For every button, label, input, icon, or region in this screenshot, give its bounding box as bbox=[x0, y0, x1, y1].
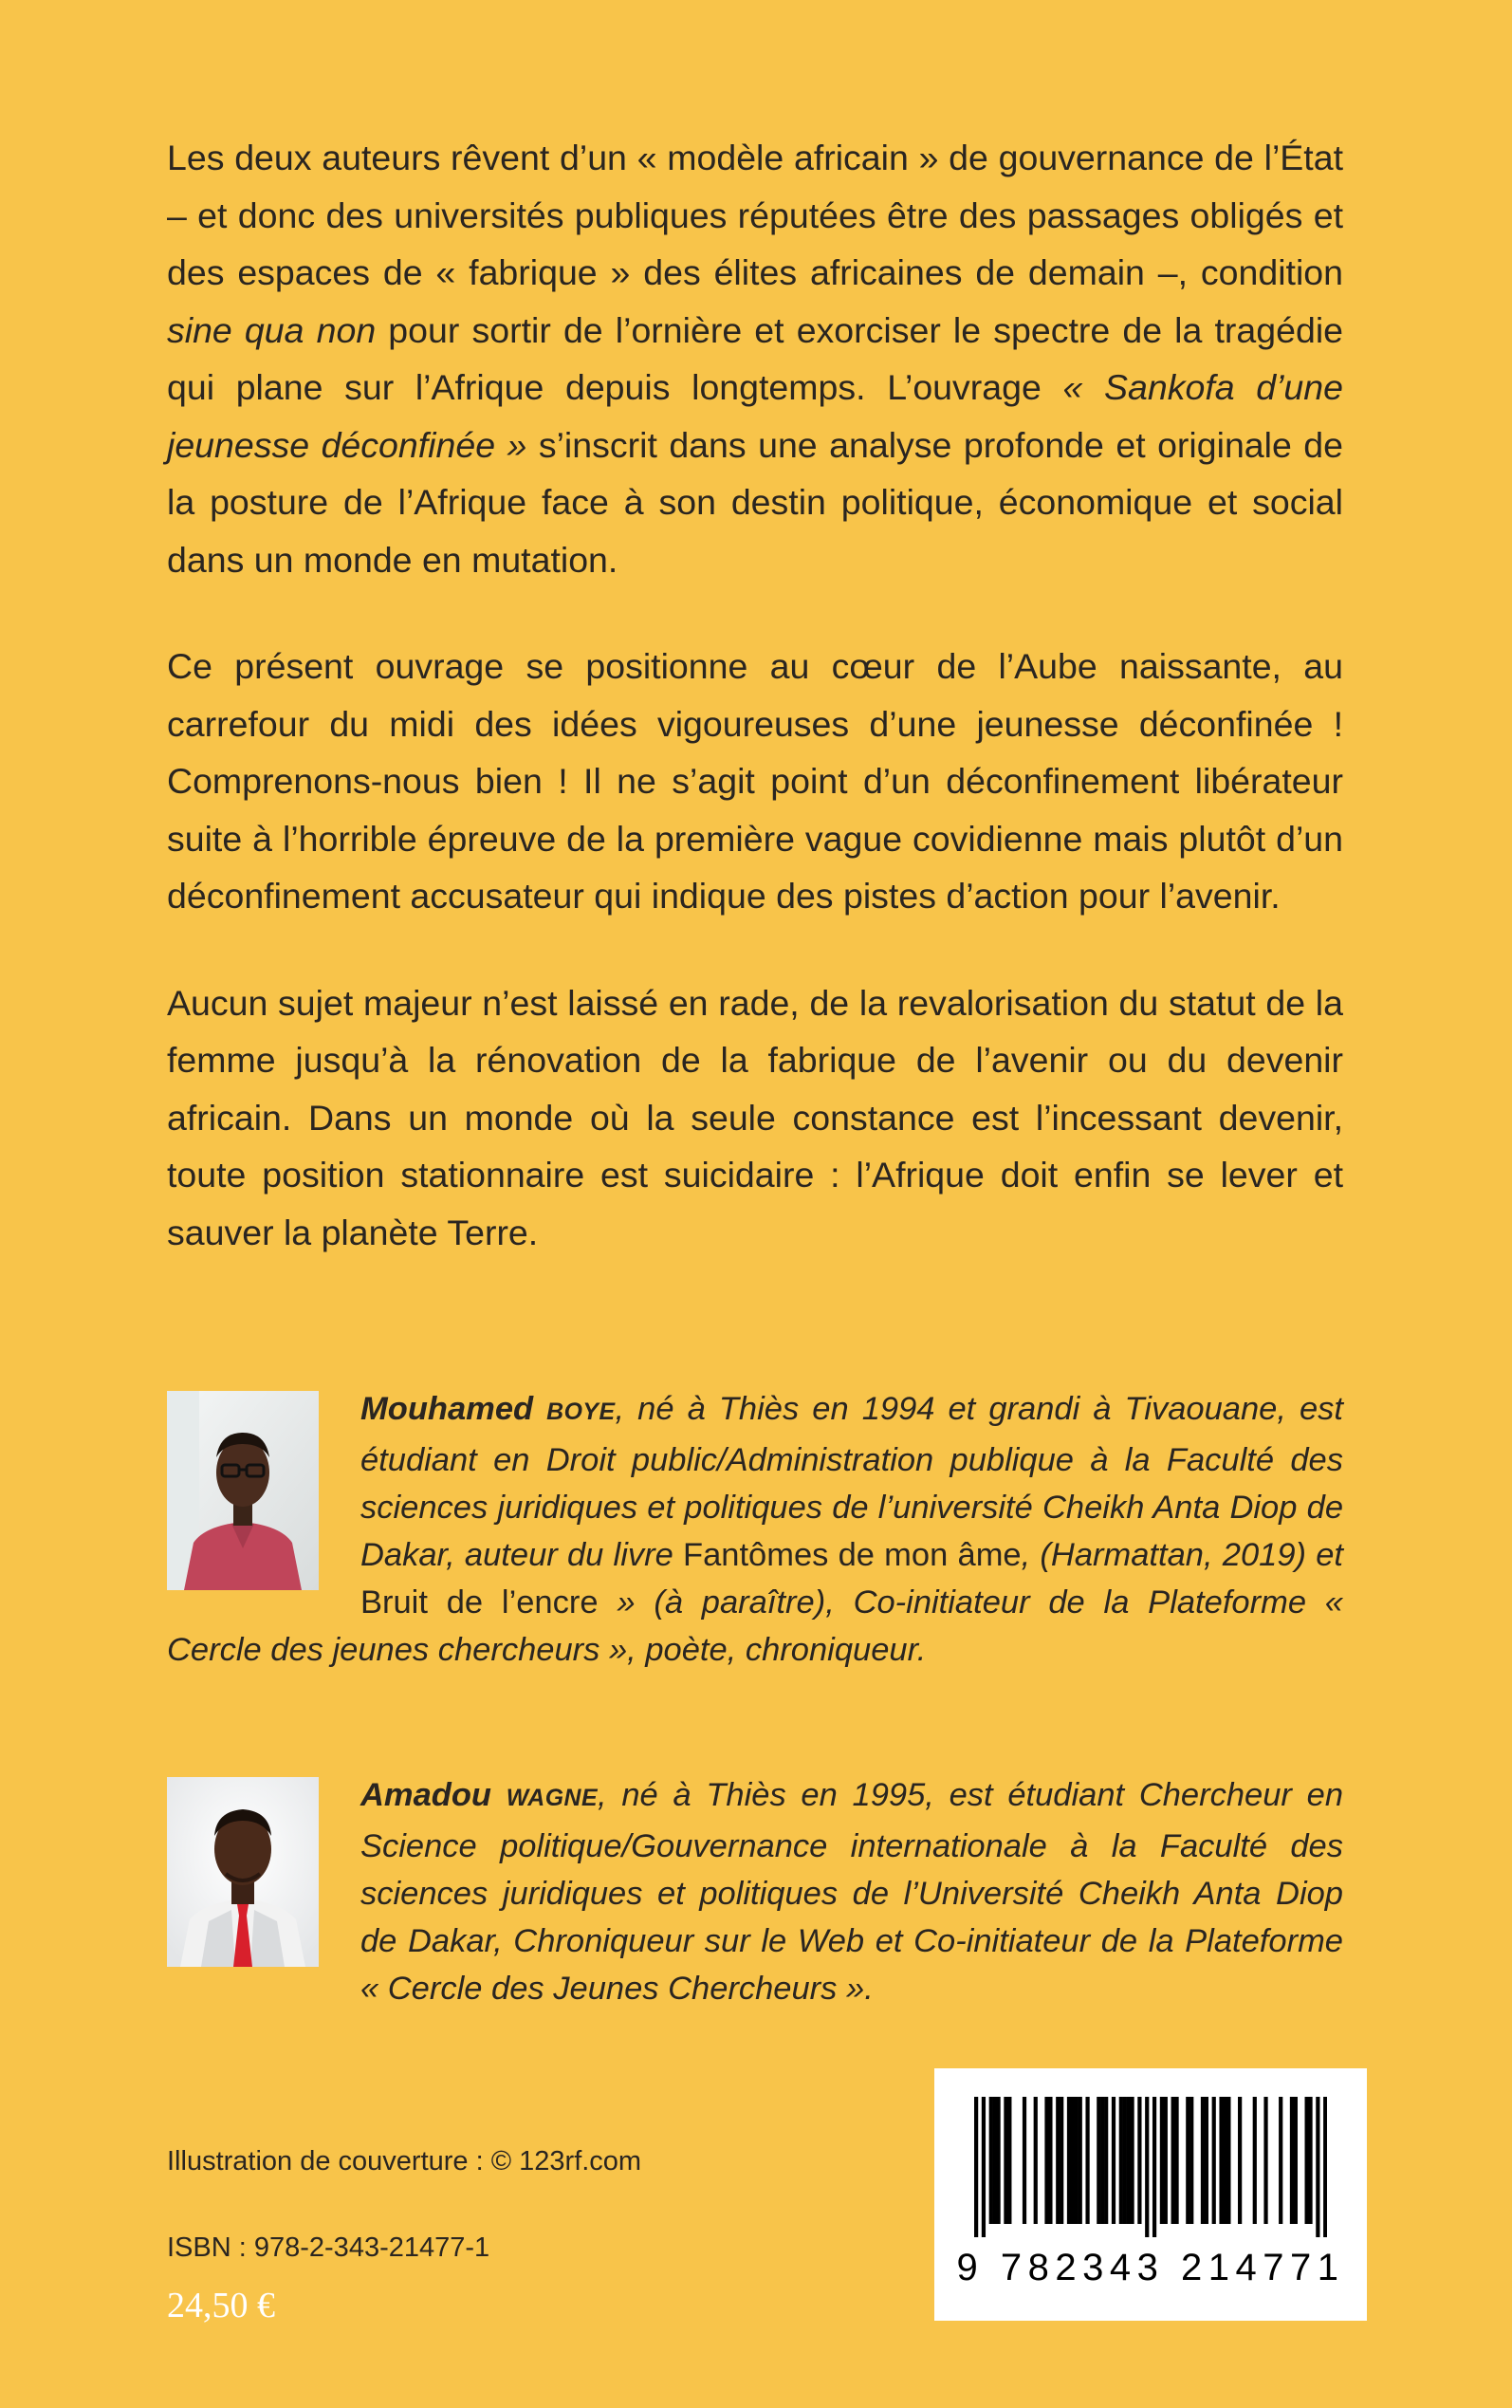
barcode-bar bbox=[1145, 2097, 1149, 2237]
barcode-bar bbox=[1212, 2097, 1216, 2224]
barcode-bar bbox=[982, 2097, 986, 2237]
barcode-bar bbox=[1201, 2097, 1205, 2224]
barcode-bar bbox=[1174, 2097, 1178, 2224]
barcode-bars bbox=[974, 2097, 1327, 2237]
barcode-bar bbox=[1171, 2097, 1175, 2224]
barcode-bar bbox=[1189, 2097, 1193, 2224]
paragraph-2: Ce présent ouvrage se positionne au cœur de l’Aube naissante, au carrefour du midi des idées vigoureuses d’une jeunesse déconfinée ! Comprenons-nous bien ! Il ne s’agit point d’un déconfinement libérateur suite à l’horrible épreuve de la première vague covidienne mais plutôt d’un déconfinement accusateur qui indique des pistes d’action pour l’avenir. bbox=[167, 646, 1343, 916]
author-bio-2: Amadou WAGNE, né à Thiès en 1995, est étudiant Chercheur en Science politique/Gouvernance internationale à la Faculté des sciences juridiques et politiques de l’Université Cheikh Anta Diop de Dakar, Chroniqueur sur le Web et Co-initiateur de la Plateforme « Cercle des Jeunes Chercheurs ». bbox=[167, 1771, 1343, 2012]
author-portrait-image bbox=[167, 1391, 319, 1590]
barcode-bar bbox=[1294, 2097, 1298, 2224]
barcode-bar bbox=[1219, 2097, 1223, 2224]
barcode-bar bbox=[1044, 2097, 1048, 2224]
isbn-text: ISBN : 978-2-343-21477-1 bbox=[167, 2232, 490, 2263]
barcode-bar bbox=[1305, 2097, 1309, 2224]
barcode bbox=[934, 2068, 1367, 2321]
barcode-bar bbox=[1007, 2097, 1011, 2224]
barcode-bar bbox=[1071, 2097, 1075, 2224]
barcode-bar bbox=[1004, 2097, 1007, 2224]
barcode-bar bbox=[1130, 2097, 1134, 2224]
author-name: Mouhamed BOYE bbox=[360, 1391, 616, 1427]
author-name: Amadou WAGNE bbox=[360, 1777, 599, 1813]
book-title: Fantômes de mon âme bbox=[683, 1537, 1022, 1573]
author-photo bbox=[167, 1391, 319, 1590]
barcode-bar bbox=[1127, 2097, 1131, 2224]
barcode-bar bbox=[1075, 2097, 1079, 2224]
barcode-bar bbox=[1056, 2097, 1060, 2224]
barcode-bar bbox=[1279, 2097, 1282, 2224]
barcode-bar bbox=[1067, 2097, 1071, 2224]
paragraph-3: Aucun sujet majeur n’est laissé en rade, de la revalorisation du statut de la femme jusqu’à la rénovation de la fabrique de l’avenir ou du devenir africain. Dans un monde où la seule constance est l’incessant devenir, toute position stationnaire est suicidaire : l’Afrique doit enfin se lever et sauver la planète Terre. bbox=[167, 982, 1343, 1252]
barcode-bar bbox=[1323, 2097, 1327, 2237]
barcode-bar bbox=[1085, 2097, 1089, 2224]
barcode-bar bbox=[1223, 2097, 1226, 2224]
barcode-bar bbox=[1226, 2097, 1230, 2224]
barcode-bar bbox=[996, 2097, 1000, 2224]
barcode-digits: 9 782343 214771 bbox=[956, 2247, 1345, 2288]
barcode-bar bbox=[1152, 2097, 1156, 2237]
barcode-bar bbox=[1238, 2097, 1242, 2224]
barcode-bar bbox=[1060, 2097, 1063, 2224]
barcode-bar bbox=[1186, 2097, 1189, 2224]
barcode-bar bbox=[1137, 2097, 1141, 2224]
barcode-bar bbox=[989, 2097, 993, 2224]
barcode-bar bbox=[1104, 2097, 1108, 2224]
barcode-bar bbox=[1112, 2097, 1116, 2224]
author-bio-1: Mouhamed BOYE, né à Thiès en 1994 et grandi à Tivaouane, est étudiant en Droit public/Administration publique à la Faculté des sciences juridiques et politiques de l’université Cheikh Anta Diop de Dakar, auteur du livre Fantômes de mon âme, (Harmattan, 2019) et Bruit de l’encre » (à paraître), Co-initiateur de la Plateforme « Cercle des jeunes chercheurs », poète, chroniqueur. bbox=[167, 1391, 1343, 1668]
barcode-bar bbox=[1100, 2097, 1104, 2224]
barcode-bar bbox=[1308, 2097, 1312, 2224]
paragraph-1: Les deux auteurs rêvent d’un « modèle africain » de gouvernance de l’État – et donc des universités publiques réputées être des passages obligés et des espaces de « fabrique » des élites africaines de demain –, condition sine qua non pour sortir de l’ornière et exorciser le spectre de la tragédie qui plane sur l’Afrique depuis longtemps. L’ouvrage « Sankofa d’une jeunesse déconfinée » s’inscrit dans une analyse profonde et originale de la posture de l’Afrique face à son destin politique, économique et social dans un monde en mutation. bbox=[167, 138, 1344, 580]
barcode-bar bbox=[1316, 2097, 1319, 2237]
barcode-bar bbox=[1160, 2097, 1164, 2224]
price-label: 24,50 € bbox=[167, 2286, 275, 2325]
barcode-bar bbox=[1164, 2097, 1168, 2224]
barcode-bar bbox=[974, 2097, 978, 2237]
barcode-bar bbox=[993, 2097, 997, 2224]
book-title-ref: « Sankofa d’une jeunesse déconfinée » bbox=[167, 367, 1343, 465]
barcode-bar bbox=[1290, 2097, 1294, 2224]
author-portrait-image bbox=[167, 1777, 319, 1967]
barcode-bar bbox=[1034, 2097, 1038, 2224]
barcode-bar bbox=[1263, 2097, 1267, 2224]
barcode-bar bbox=[1205, 2097, 1208, 2224]
latin-phrase: sine qua non bbox=[167, 309, 377, 350]
cover-illustration-credit: Illustration de couverture : © 123rf.com bbox=[167, 2146, 642, 2176]
book-title: Bruit de l’encre bbox=[360, 1584, 599, 1621]
barcode-bar bbox=[1023, 2097, 1026, 2224]
barcode-bar bbox=[1097, 2097, 1100, 2224]
barcode-bar bbox=[1123, 2097, 1127, 2224]
barcode-bar bbox=[1119, 2097, 1123, 2224]
barcode-bar bbox=[1048, 2097, 1052, 2224]
back-cover-text bbox=[167, 129, 1343, 1261]
barcode-bar bbox=[1079, 2097, 1082, 2224]
barcode-bar bbox=[1253, 2097, 1257, 2224]
author-photo bbox=[167, 1777, 319, 1967]
